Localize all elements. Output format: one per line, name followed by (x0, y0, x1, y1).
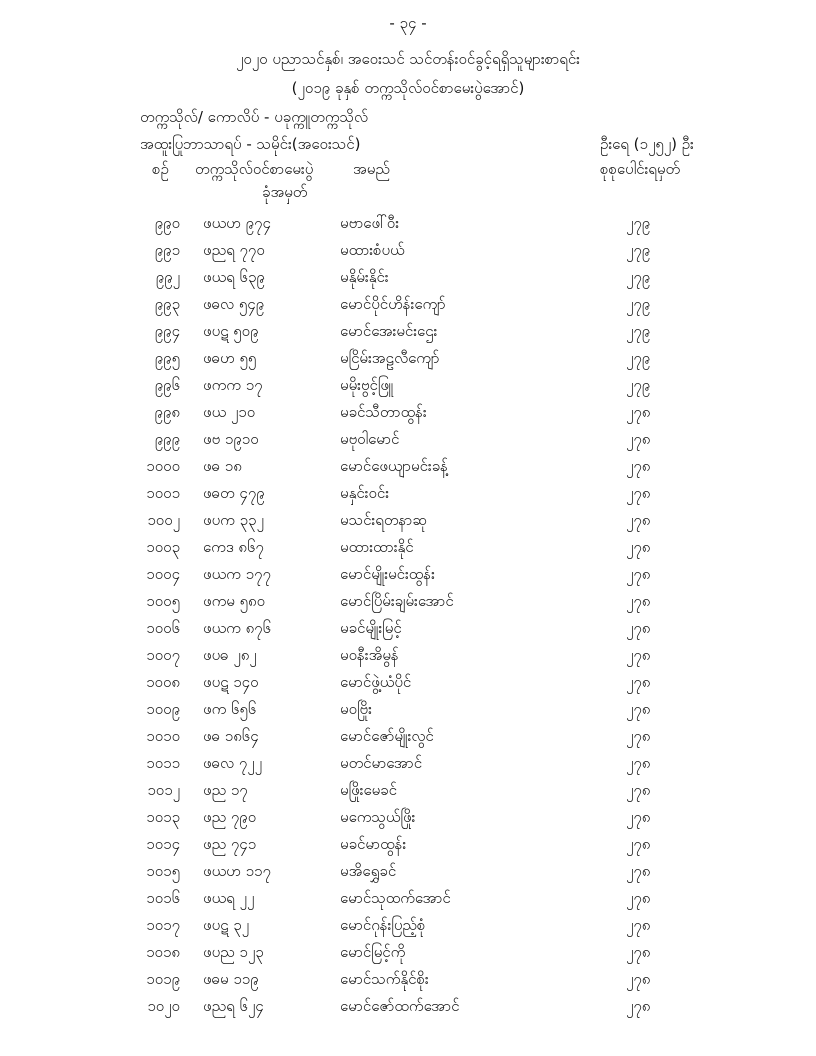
student-name: မောင်ဇော်မျိုးလွင် (340, 727, 434, 745)
total-count: ဦးရေ (၁၂၅၂) ဦး (600, 135, 694, 153)
roll-number: ဖဓဟ ၅၅ (203, 349, 257, 367)
total-marks: ၂၇၈ (626, 862, 651, 880)
table-row (0, 534, 816, 561)
student-name: မဝဗြိုး (340, 700, 372, 718)
total-marks: ၂၇၈ (626, 700, 651, 718)
student-name: မနိုမ်းနိုင်း (340, 268, 389, 286)
table-row (0, 345, 816, 372)
row-number: ၁၀၁၁ (146, 754, 180, 772)
row-number: ၁၀၀၀ (146, 457, 180, 475)
roll-number: ဖဓလ ၇၂၂ (203, 754, 263, 772)
roll-number: ဖယဟ ၁၁၇ (203, 862, 271, 880)
roll-number: ဖပည ၁၂၃ (203, 943, 264, 961)
roll-number: ဖဓ ၁၈ (203, 457, 242, 475)
roll-number: ဖဗ ၁၉၁၀ (203, 430, 259, 448)
roll-number: ဖညရ ၇၇၀ (203, 241, 265, 259)
column-header-roll: တက္ကသိုလ်ဝင်စာမေးပွဲ (195, 160, 314, 178)
row-number: ၁၀၁၈ (146, 943, 180, 961)
table-row (0, 399, 816, 426)
total-marks: ၂၇၈ (626, 781, 651, 799)
document-subtitle: (၂၀၁၉ ခုနှစ် တက္ကသိုလ်ဝင်စာမေးပွဲအောင်) (291, 79, 525, 97)
table-row (0, 912, 816, 939)
table-row (0, 939, 816, 966)
student-name: မထားထားနိုင် (340, 538, 414, 556)
student-name: မဗာဖေါ်ဝီး (340, 214, 400, 232)
row-number: ၉၉၃ (154, 295, 180, 313)
table-row (0, 777, 816, 804)
student-name: မတင်မာအောင် (340, 754, 423, 772)
table-row (0, 480, 816, 507)
roll-number: ဖပက ၃၃၂ (203, 511, 264, 529)
student-name: မောင်မျိုးမင်းထွန်း (340, 565, 435, 583)
column-header-number: စဉ် (152, 160, 169, 178)
roll-number: ဖယဟ ၉၇၄ (203, 214, 271, 232)
row-number: ၁၀၀၃ (146, 538, 180, 556)
row-number: ၁၀၁၉ (146, 970, 180, 988)
column-header-roll-line2: ခုံအမှတ် (262, 183, 308, 201)
table-row (0, 696, 816, 723)
table-row (0, 318, 816, 345)
total-marks: ၂၇၈ (626, 511, 651, 529)
table-row (0, 237, 816, 264)
total-marks: ၂၇၈ (626, 484, 651, 502)
table-row (0, 669, 816, 696)
student-name: မနှင်းဝင်း (340, 484, 389, 502)
row-number: ၁၀၁၀ (146, 727, 180, 745)
row-number: ၉၉၄ (154, 322, 180, 340)
table-row (0, 642, 816, 669)
table-row (0, 426, 816, 453)
row-number: ၁၀၀၅ (146, 592, 180, 610)
table-row (0, 966, 816, 993)
row-number: ၁၀၂၀ (147, 997, 180, 1015)
student-name: မောင်ဂုန်းပြည့်စုံ (340, 916, 426, 934)
column-header-name: အမည် (353, 160, 390, 178)
student-name: မဝနီးအိမွန် (340, 646, 399, 664)
total-marks: ၂၇၈ (626, 808, 651, 826)
roll-number: ဖက ၆၅၆ (203, 700, 257, 718)
total-marks: ၂၇၈ (626, 457, 651, 475)
total-marks: ၂၇၈ (626, 538, 651, 556)
row-number: ၉၉၂ (155, 268, 180, 286)
row-number: ၉၉၈ (154, 403, 180, 421)
table-row (0, 723, 816, 750)
roll-number: ဖညရ ၆၂၄ (203, 997, 264, 1015)
total-marks: ၂၇၉ (626, 241, 651, 259)
roll-number: ဖကက ၁၇ (203, 376, 263, 394)
total-marks: ၂၇၈ (626, 403, 651, 421)
row-number: ၁၀၁၂ (147, 781, 180, 799)
roll-number: ဖည ၇၄၁ (203, 835, 257, 853)
table-row (0, 372, 816, 399)
student-name: မကေသွယ်ဖြိုး (340, 808, 416, 826)
student-name: မခင်မျိုးမြင့် (340, 619, 402, 637)
student-name: မခင်မာထွန်း (340, 835, 407, 853)
table-row (0, 615, 816, 642)
total-marks: ၂၇၉ (626, 349, 651, 367)
total-marks: ၂၇၈ (626, 592, 651, 610)
table-row (0, 993, 816, 1020)
results-table (0, 210, 816, 1020)
column-header-marks: စုစုပေါင်းရမှတ် (600, 160, 681, 178)
total-marks: ၂၇၈ (626, 646, 651, 664)
total-marks: ၂၇၈ (626, 997, 651, 1015)
roll-number: ဖည ၁၇ (203, 781, 248, 799)
student-name: မသင်းရတနာဆု (340, 511, 427, 529)
student-name: မောင်ဖွဲ့ယံပိုင် (340, 673, 412, 691)
row-number: ၁၀၀၉ (146, 700, 180, 718)
roll-number: ဖဓ ၁၈၆၄ (203, 727, 259, 745)
roll-number: ဖပဋ ၁၄၀ (203, 673, 259, 691)
student-name: မငြိမ်းအဠလီကျော် (340, 349, 440, 367)
total-marks: ၂၇၈ (626, 889, 651, 907)
total-marks: ၂၇၈ (626, 619, 651, 637)
student-name: မောင်ပိုင်ဟိန်းကျော် (340, 295, 446, 313)
student-name: မောင်သက်နိုင်စိုး (340, 970, 429, 988)
row-number: ၁၀၁၃ (146, 808, 180, 826)
table-row (0, 291, 816, 318)
row-number: ၁၀၀၁ (146, 484, 180, 502)
row-number: ၁၀၀၆ (146, 619, 180, 637)
table-row (0, 453, 816, 480)
roll-number: ကေဒ ၈၆၇ (203, 538, 264, 556)
table-row (0, 588, 816, 615)
student-name: မအိရွှေခင် (340, 862, 397, 880)
total-marks: ၂၇၈ (626, 916, 651, 934)
student-name: မဖြိုးမေခင် (340, 781, 397, 799)
student-name: မမိုးဗွင့်ဖြူ (340, 376, 394, 394)
student-name: မောင်အေးမင်းဌေး (340, 322, 438, 340)
total-marks: ၂၇၉ (626, 376, 651, 394)
total-marks: ၂၇၈ (626, 943, 651, 961)
page-number: - ၃၄ - (389, 14, 427, 32)
student-name: မောင်မြင့်ကို (340, 943, 406, 961)
roll-number: ဖယက ၈၇၆ (203, 619, 272, 637)
row-number: ၉၉၀ (154, 214, 180, 232)
total-marks: ၂၇၈ (626, 430, 651, 448)
row-number: ၁၀၀၂ (147, 511, 180, 529)
roll-number: ဖပဋ ၅၀၉ (203, 322, 259, 340)
student-name: မခင်သီတာထွန်း (340, 403, 427, 421)
roll-number: ဖပဓ ၂၈၂ (203, 646, 257, 664)
student-name: မထားစံပယ် (340, 241, 405, 259)
table-row (0, 561, 816, 588)
total-marks: ၂၇၈ (626, 835, 651, 853)
roll-number: ဖဓလ ၅၄၉ (203, 295, 265, 313)
document-title: ၂၀၂၀ ပညာသင်နှစ်၊ အဝေးသင် သင်တန်းဝင်ခွင့်ရရှိသူများစာရင်း (236, 50, 580, 68)
row-number: ၉၉၆ (154, 376, 180, 394)
row-number: ၁၀၀၄ (146, 565, 180, 583)
student-name: မောင်ဖေယျာမင်းခန့် (340, 457, 448, 475)
total-marks: ၂၇၉ (626, 268, 651, 286)
roll-number: ဖယက ၁၇၇ (203, 565, 271, 583)
row-number: ၁၀၁၄ (146, 835, 180, 853)
student-name: မောင်ဇော်ထက်အောင် (340, 997, 460, 1015)
student-name: မောင်ပြိမ်းချမ်းအောင် (340, 592, 454, 610)
roll-number: ဖယရ ၆၃၉ (203, 268, 265, 286)
total-marks: ၂၇၈ (626, 673, 651, 691)
total-marks: ၂၇၈ (626, 970, 651, 988)
total-marks: ၂၇၉ (626, 322, 651, 340)
roll-number: ဖယ ၂၁၀ (203, 403, 256, 421)
total-marks: ၂၇၉ (626, 214, 651, 232)
student-name: မောင်သုထက်အောင် (340, 889, 451, 907)
table-row (0, 507, 816, 534)
table-row (0, 831, 816, 858)
roll-number: ဖပဋ ၃၂ (203, 916, 250, 934)
table-row (0, 885, 816, 912)
row-number: ၉၉၁ (154, 241, 180, 259)
roll-number: ဖည ၇၉၀ (203, 808, 257, 826)
table-row (0, 210, 816, 237)
row-number: ၉၉၉ (154, 430, 180, 448)
table-row (0, 750, 816, 777)
total-marks: ၂၇၈ (626, 565, 651, 583)
subject-line: အထူးပြုဘာသာရပ် - သမိုင်း(အဝေးသင်) (140, 135, 361, 153)
row-number: ၉၉၅ (154, 349, 180, 367)
row-number: ၁၀၀၈ (146, 673, 180, 691)
roll-number: ဖယရ ၂၂ (203, 889, 255, 907)
total-marks: ၂၇၈ (626, 727, 651, 745)
table-row (0, 264, 816, 291)
row-number: ၁၀၀၇ (146, 646, 180, 664)
university-line: တက္ကသိုလ်/ ကောလိပ် - ပခုက္ကူတက္ကသိုလ် (140, 108, 369, 126)
student-name: မဗုဝါမောင် (340, 430, 400, 448)
table-row (0, 858, 816, 885)
roll-number: ဖကမ ၅၈၀ (203, 592, 266, 610)
total-marks: ၂၇၉ (626, 295, 651, 313)
roll-number: ဖဓတ ၄၇၉ (203, 484, 265, 502)
row-number: ၁၀၁၅ (146, 862, 180, 880)
table-row (0, 804, 816, 831)
roll-number: ဖဓမ ၁၁၉ (203, 970, 259, 988)
total-marks: ၂၇၈ (626, 754, 651, 772)
row-number: ၁၀၁၆ (146, 889, 180, 907)
row-number: ၁၀၁၇ (146, 916, 180, 934)
